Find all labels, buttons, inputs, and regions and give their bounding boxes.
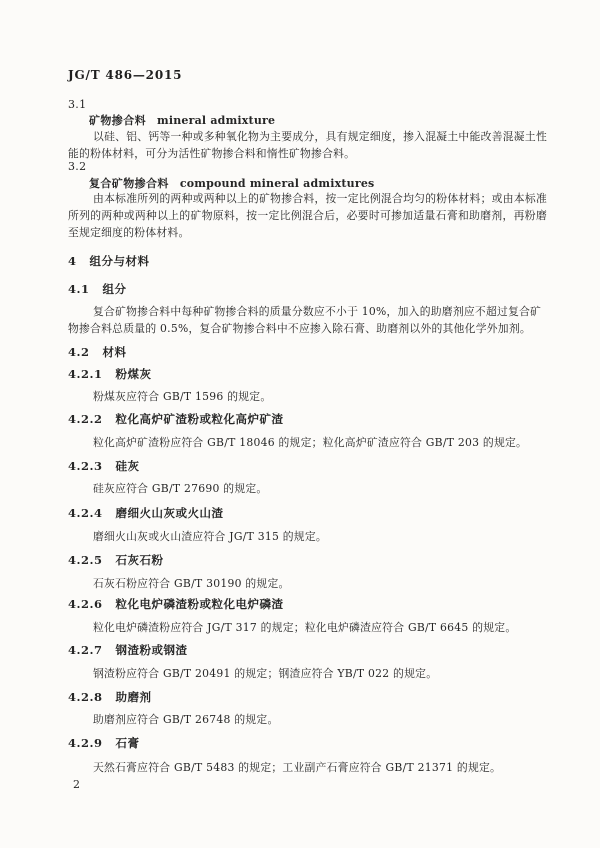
section-title: 助磨剂 [115, 690, 152, 704]
section-body-4-2-2: 粒化高炉矿渣粉应符合 GB/T 18046 的规定；粒化高炉矿渣应符合 GB/T 203 的规定。 [93, 436, 528, 449]
chapter-heading [68, 253, 150, 269]
section-heading-4-2-8 [68, 689, 152, 705]
section-heading-4-2-2 [68, 411, 284, 427]
section-title: 组分 [102, 282, 127, 296]
section-body-4-2-3: 硅灰应符合 GB/T 27690 的规定。 [93, 482, 268, 495]
section-number: 4.2.2 [68, 412, 103, 426]
section-number: 4.2.5 [68, 553, 103, 567]
section-heading-4-2-1 [68, 366, 152, 382]
term-line-3-2 [89, 175, 374, 191]
term-en: compound mineral admixtures [179, 177, 375, 190]
section-number: 4.2.3 [68, 459, 103, 473]
section-body-4-2-4: 磨细火山灰或火山渣应符合 JG/T 315 的规定。 [93, 530, 327, 543]
section-title: 石灰石粉 [115, 553, 164, 567]
term-line-3-1 [89, 112, 275, 128]
section-body-4-2-7: 钢渣粉应符合 GB/T 20491 的规定；钢渣应符合 YB/T 022 的规定。 [93, 667, 438, 680]
standard-code-header: JG/T 486—2015 [68, 68, 183, 82]
section-heading-4-1 [68, 281, 127, 297]
chapter-title: 组分与材料 [89, 254, 150, 268]
section-heading-4-2-7 [68, 642, 188, 658]
section-heading-4-2-6 [68, 596, 284, 612]
clause-number-3-2: 3.2 [68, 160, 87, 173]
section-number: 4.2.1 [68, 367, 103, 381]
section-heading-4-2 [68, 344, 127, 360]
term-cn: 复合矿物掺合料 [89, 177, 169, 190]
page-number: 2 [73, 778, 81, 791]
section-heading-4-2-4 [68, 505, 224, 521]
section-body-4-2-9: 天然石膏应符合 GB/T 5483 的规定；工业副产石膏应符合 GB/T 21371 的规定。 [93, 761, 502, 774]
section-number: 4.2 [68, 345, 90, 359]
clause-number-3-1: 3.1 [68, 98, 87, 111]
term-cn: 矿物掺合料 [89, 114, 146, 127]
section-number: 4.2.9 [68, 736, 103, 750]
section-title: 粉煤灰 [115, 367, 152, 381]
section-title: 材料 [102, 345, 127, 359]
section-title: 粒化电炉磷渣粉或粒化电炉磷渣 [115, 597, 284, 611]
section-heading-4-2-3 [68, 458, 140, 474]
section-body-4-1: 复合矿物掺合料中每种矿物掺合料的质量分数应不小于 10%，加入的助磨剂应不超过复合矿物掺合料总质量的 0.5%，复合矿物掺合料中不应掺入除石膏、助磨剂以外的其他化学外加剂。 [68, 305, 542, 336]
section-number: 4.2.8 [68, 690, 103, 704]
term-en: mineral admixture [157, 114, 276, 127]
section-number: 4.2.7 [68, 643, 103, 657]
section-title: 石膏 [115, 736, 140, 750]
definition-paragraph-3-1: 以硅、铝、钙等一种或多种氧化物为主要成分，具有规定细度，掺入混凝土中能改善混凝土性能的粉体材料，可分为活性矿物掺合料和惰性矿物掺合料。 [68, 130, 547, 161]
section-title: 粒化高炉矿渣粉或粒化高炉矿渣 [115, 412, 284, 426]
section-heading-4-2-9 [68, 735, 140, 751]
section-title: 硅灰 [115, 459, 140, 473]
section-body-4-2-6: 粒化电炉磷渣粉应符合 JG/T 317 的规定；粒化电炉磷渣应符合 GB/T 6645 的规定。 [93, 621, 517, 634]
section-body-4-2-1: 粉煤灰应符合 GB/T 1596 的规定。 [93, 390, 272, 403]
section-number: 4.2.4 [68, 506, 103, 520]
section-number: 4.2.6 [68, 597, 103, 611]
definition-paragraph-3-2: 由本标准所列的两种或两种以上的矿物掺合料，按一定比例混合均匀的粉体材料；或由本标准所列的两种或两种以上的矿物原料，按一定比例混合后，必要时可掺加适量石膏和助磨剂，再粉磨至规定细度的粉体材料。 [68, 192, 547, 240]
section-body-4-2-8: 助磨剂应符合 GB/T 26748 的规定。 [93, 713, 279, 726]
section-title: 磨细火山灰或火山渣 [115, 506, 224, 520]
section-number: 4.1 [68, 282, 90, 296]
chapter-number: 4 [68, 254, 77, 268]
section-heading-4-2-5 [68, 552, 164, 568]
section-title: 钢渣粉或钢渣 [115, 643, 188, 657]
section-body-4-2-5: 石灰石粉应符合 GB/T 30190 的规定。 [93, 577, 290, 590]
